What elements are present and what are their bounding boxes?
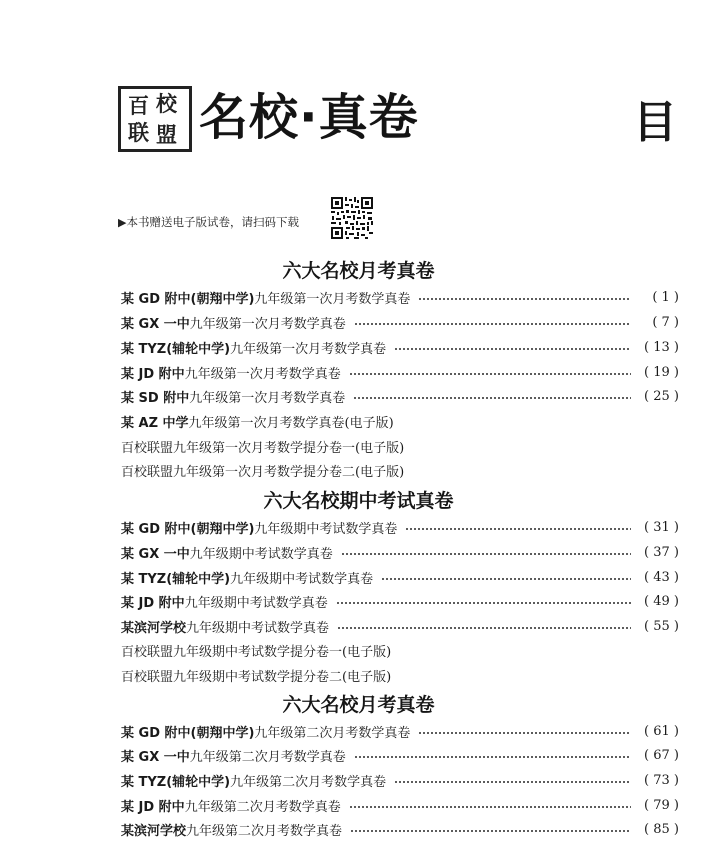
toc-entry[interactable]	[121, 793, 679, 817]
entry-school: 某滨河学校	[121, 620, 187, 636]
entry-school: 某滨河学校	[121, 823, 187, 839]
download-text: 本书赠送电子版试卷，请扫码下载	[126, 215, 299, 229]
leader-dots	[350, 830, 631, 832]
toc-entry[interactable]	[121, 384, 679, 408]
entry-school: 某 GD 附中(朝翔中学)	[121, 291, 255, 307]
leader-dots	[354, 756, 631, 758]
leader-dots	[381, 578, 631, 580]
leader-dots	[418, 298, 631, 300]
leader-dots	[341, 553, 631, 555]
entry-page: ( 73 )	[644, 772, 679, 788]
entry-page: ( 49 )	[644, 593, 679, 609]
entry-page: ( 85 )	[644, 821, 679, 837]
qr-code-icon[interactable]	[330, 196, 374, 240]
entry-title: 九年级第二次月考数学真卷	[186, 823, 343, 839]
toc-entry[interactable]	[121, 360, 679, 384]
entry-title: 百校联盟九年级第一次月考数学提分卷一(电子版)	[121, 440, 405, 456]
entry-title: 百校联盟九年级期中考试数学提分卷二(电子版)	[121, 669, 392, 685]
entry-school: 某 GX 一中	[121, 749, 190, 765]
section-title: 六大名校月考真卷	[282, 694, 435, 716]
entry-page: ( 55 )	[644, 618, 679, 634]
section-title: 六大名校期中考试真卷	[263, 490, 454, 512]
leader-dots	[394, 781, 631, 783]
entry-title: 九年级第一次月考数学真卷	[254, 291, 411, 307]
toc-entry[interactable]	[121, 310, 679, 334]
toc-heading: 目	[633, 97, 677, 148]
leader-dots	[349, 806, 631, 808]
entry-title: 九年级期中考试数学真卷	[254, 521, 398, 537]
entry-page: ( 13 )	[644, 339, 679, 355]
entry-school: 某 SD 附中	[121, 390, 190, 406]
entry-title: 九年级第一次月考数学真卷	[189, 316, 346, 332]
leader-dots	[349, 373, 631, 375]
entry-page: ( 1 )	[652, 289, 679, 305]
entry-title: 九年级期中考试数学真卷	[186, 620, 330, 636]
logo-char: 百	[128, 94, 149, 118]
entry-title: 九年级第一次月考数学真卷	[184, 366, 341, 382]
logo-char: 联	[128, 121, 149, 145]
toc-entry[interactable]	[121, 743, 679, 767]
leader-dots	[336, 602, 631, 604]
download-note	[118, 214, 299, 231]
entry-school: 某 AZ 中学	[121, 415, 189, 431]
entry-page: ( 61 )	[644, 723, 679, 739]
toc-entry[interactable]	[121, 335, 679, 359]
toc-entry[interactable]	[121, 515, 679, 539]
entry-school: 某 TYZ(辅轮中学)	[121, 774, 231, 790]
toc-entry[interactable]	[121, 458, 679, 482]
toc-entry[interactable]	[121, 565, 679, 589]
toc-entry[interactable]	[121, 614, 679, 638]
entry-title: 九年级期中考试数学真卷	[184, 595, 328, 611]
entry-school: 某 JD 附中	[121, 799, 185, 815]
entry-page: ( 79 )	[644, 797, 679, 813]
entry-school: 某 TYZ(辅轮中学)	[121, 571, 231, 587]
arrow-right-icon: ▶	[118, 216, 127, 229]
entry-school: 某 GX 一中	[121, 546, 190, 562]
entry-title: 九年级第二次月考数学真卷	[230, 774, 387, 790]
logo-char: 盟	[156, 123, 177, 147]
leader-dots	[354, 323, 631, 325]
series-title: 名校·真卷	[199, 89, 419, 146]
entry-school: 某 GD 附中(朝翔中学)	[121, 725, 255, 741]
entry-title: 九年级第一次月考数学真卷	[230, 341, 387, 357]
entry-title: 九年级第二次月考数学真卷	[254, 725, 411, 741]
entry-title: 百校联盟九年级第一次月考数学提分卷二(电子版)	[121, 464, 405, 480]
toc-entry[interactable]	[121, 434, 679, 458]
logo-char: 校	[156, 92, 177, 116]
entry-school: 某 GX 一中	[121, 316, 190, 332]
leader-dots	[418, 732, 631, 734]
entry-title: 九年级第二次月考数学真卷	[184, 799, 341, 815]
entry-page: ( 43 )	[644, 569, 679, 585]
entry-school: 某 JD 附中	[121, 595, 185, 611]
entry-title: 九年级期中考试数学真卷	[189, 546, 333, 562]
entry-page: ( 25 )	[644, 388, 679, 404]
entry-page: ( 19 )	[644, 364, 679, 380]
toc-entry[interactable]	[121, 663, 679, 687]
leader-dots	[337, 627, 631, 629]
leader-dots	[394, 348, 631, 350]
entry-title: 九年级第一次月考数学真卷(电子版)	[188, 415, 394, 431]
entry-page: ( 31 )	[644, 519, 679, 535]
toc-entry[interactable]	[121, 638, 679, 662]
toc-entry[interactable]	[121, 589, 679, 613]
leader-dots	[353, 397, 631, 399]
toc-entry[interactable]	[121, 285, 679, 309]
entry-title: 百校联盟九年级期中考试数学提分卷一(电子版)	[121, 644, 392, 660]
entry-page: ( 7 )	[652, 314, 679, 330]
entry-title: 九年级第二次月考数学真卷	[189, 749, 346, 765]
entry-title: 九年级期中考试数学真卷	[230, 571, 374, 587]
toc-entry[interactable]	[121, 817, 679, 841]
entry-page: ( 37 )	[644, 544, 679, 560]
toc-entry[interactable]	[121, 540, 679, 564]
toc-entry[interactable]	[121, 409, 679, 433]
entry-title: 九年级第一次月考数学真卷	[189, 390, 346, 406]
leader-dots	[405, 528, 631, 530]
section-title: 六大名校月考真卷	[282, 260, 435, 282]
entry-school: 某 GD 附中(朝翔中学)	[121, 521, 255, 537]
toc-entry[interactable]	[121, 768, 679, 792]
toc-entry[interactable]	[121, 719, 679, 743]
entry-page: ( 67 )	[644, 747, 679, 763]
entry-school: 某 JD 附中	[121, 366, 185, 382]
entry-school: 某 TYZ(辅轮中学)	[121, 341, 231, 357]
publisher-logo	[118, 86, 192, 152]
